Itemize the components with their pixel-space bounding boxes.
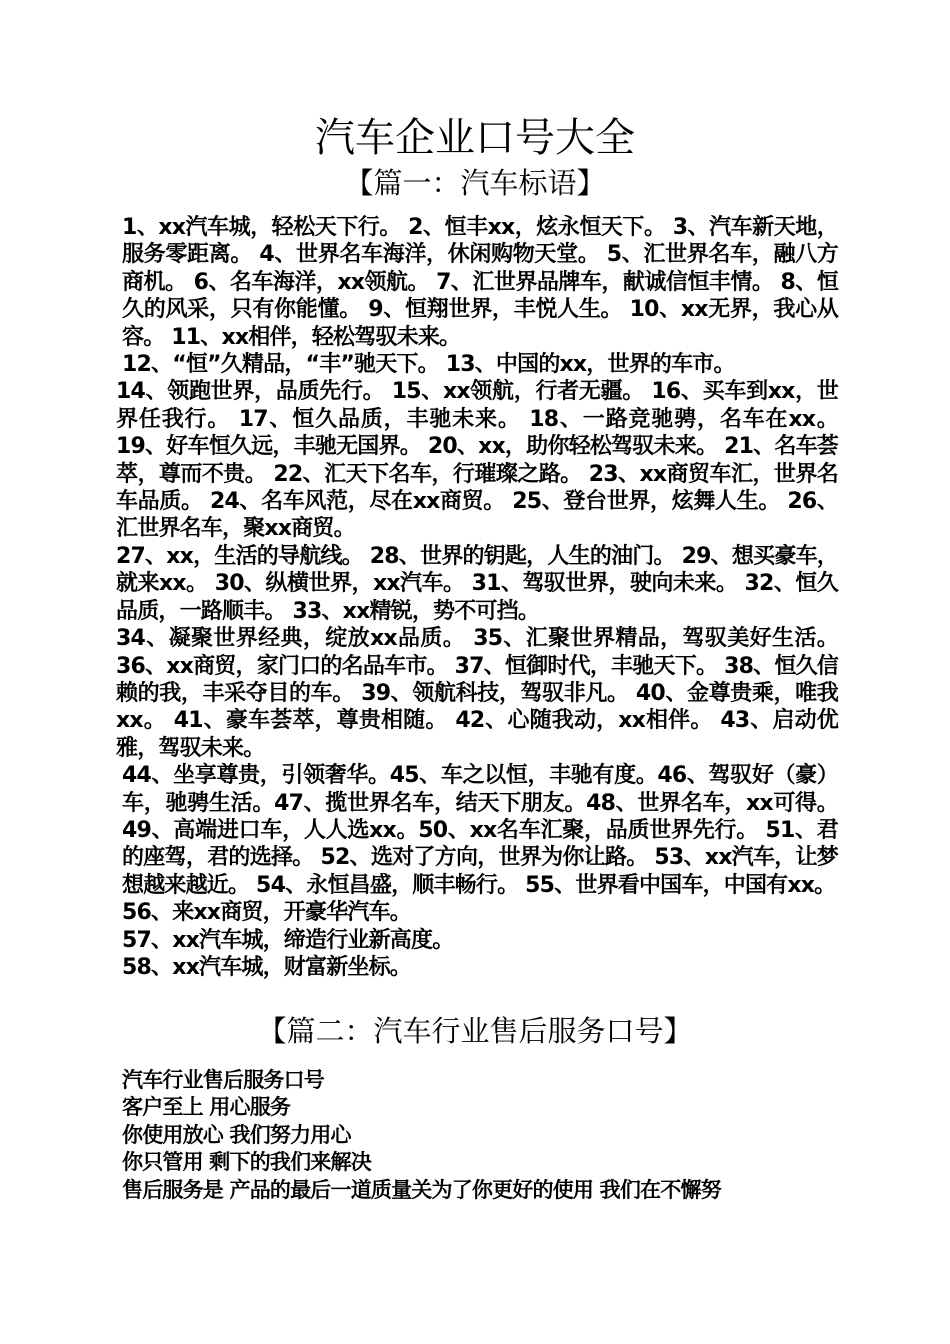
section-2-line: 汽车行业售后服务口号 (122, 1068, 324, 1092)
section-1-paragraph: 34、凝聚世界经典，绽放xx品质。 35、汇聚世界精品，驾驭美好生活。 36、xx商贸，家门口的名品车市。 37、恒御时代，丰驰天下。 38、恒久信赖的我，丰采夺目的车。 39、领航科技，驾驭非凡。 40、金尊贵乘，唯我xx。 41、豪车荟萃，尊贵相随。 42、心随我动，xx相伴。 43、启动优雅，驾驭未来。 (116, 626, 838, 761)
section-2-heading: 【篇二：汽车行业售后服务口号】 (257, 1014, 693, 1048)
section-1-paragraph: 14、领跑世界，品质先行。 15、xx领航，行者无疆。 16、买车到xx，世界任我行。 17、恒久品质，丰驰未来。 18、一路竞驰骋，名车在xx。 19、好车恒久远，丰驰无国界。 20、xx，助你轻松驾驭未来。 21、名车荟萃，尊而不贵。 22、汇天下名车，行璀璨之路。 23、xx商贸车汇，世界名车品质。 24、名车风范，尽在xx商贸。 25、登台世界，炫舞人生。 26、汇世界名车，聚xx商贸。 (116, 379, 838, 542)
section-2-line: 客户至上 用心服务 (122, 1095, 291, 1120)
section-1-paragraph: 56、来xx商贸，开豪华汽车。 (122, 900, 411, 926)
section-2-line: 你只管用 剩下的我们来解决 (122, 1150, 371, 1175)
section-2-line: 你使用放心 我们努力用心 (122, 1122, 351, 1147)
section-1-heading: 【篇一：汽车标语】 (344, 166, 606, 200)
section-1-paragraph: 57、xx汽车城，缔造行业新高度。 (122, 927, 454, 953)
document-title: 汽车企业口号大全 (315, 115, 635, 161)
section-1-paragraph: 44、坐享尊贵，引领奢华。45、车之以恒，丰驰有度。46、驾驭好（豪）车，驰骋生活。47、揽世界名车，结天下朋友。48、世界名车，xx可得。49、高端进口车，人人选xx。50、xx名车汇聚，品质世界先行。 51、君的座驾，君的选择。 52、选对了方向，世界为你让路。 53、xx汽车，让梦想越来越近。 54、永恒昌盛，顺丰畅行。 55、世界看中国车，中国有xx。 (122, 763, 838, 898)
section-2-line: 售后服务是 产品的最后一道质量关为了你更好的使用 我们在不懈努 (122, 1177, 721, 1202)
section-1-paragraph: 12、“恒”久精品，“丰”驰天下。 13、中国的xx，世界的车市。 (122, 352, 735, 378)
section-1-paragraph: 58、xx汽车城，财富新坐标。 (122, 954, 411, 980)
section-1-body (116, 214, 838, 981)
section-1-paragraph: 27、xx，生活的导航线。 28、世界的钥匙，人生的油门。 29、想买豪车，就来xx。 30、纵横世界，xx汽车。 31、驾驭世界，驶向未来。 32、恒久品质，一路顺丰。 33、xx精锐，势不可挡。 (116, 543, 838, 624)
section-1-paragraph: 1、xx汽车城，轻松天下行。 2、恒丰xx，炫永恒天下。 3、汽车新天地，服务零距离。 4、世界名车海洋，休闲购物天堂。 5、汇世界名车，融八方商机。 6、名车海洋，xx领航。 7、汇世界品牌车，献诚信恒丰情。 8、恒久的风采，只有你能懂。 9、恒翔世界，丰悦人生。 10、xx无界，我心从容。 11、xx相伴，轻松驾驭未来。 (122, 215, 838, 350)
section-2-body (122, 1067, 838, 1204)
